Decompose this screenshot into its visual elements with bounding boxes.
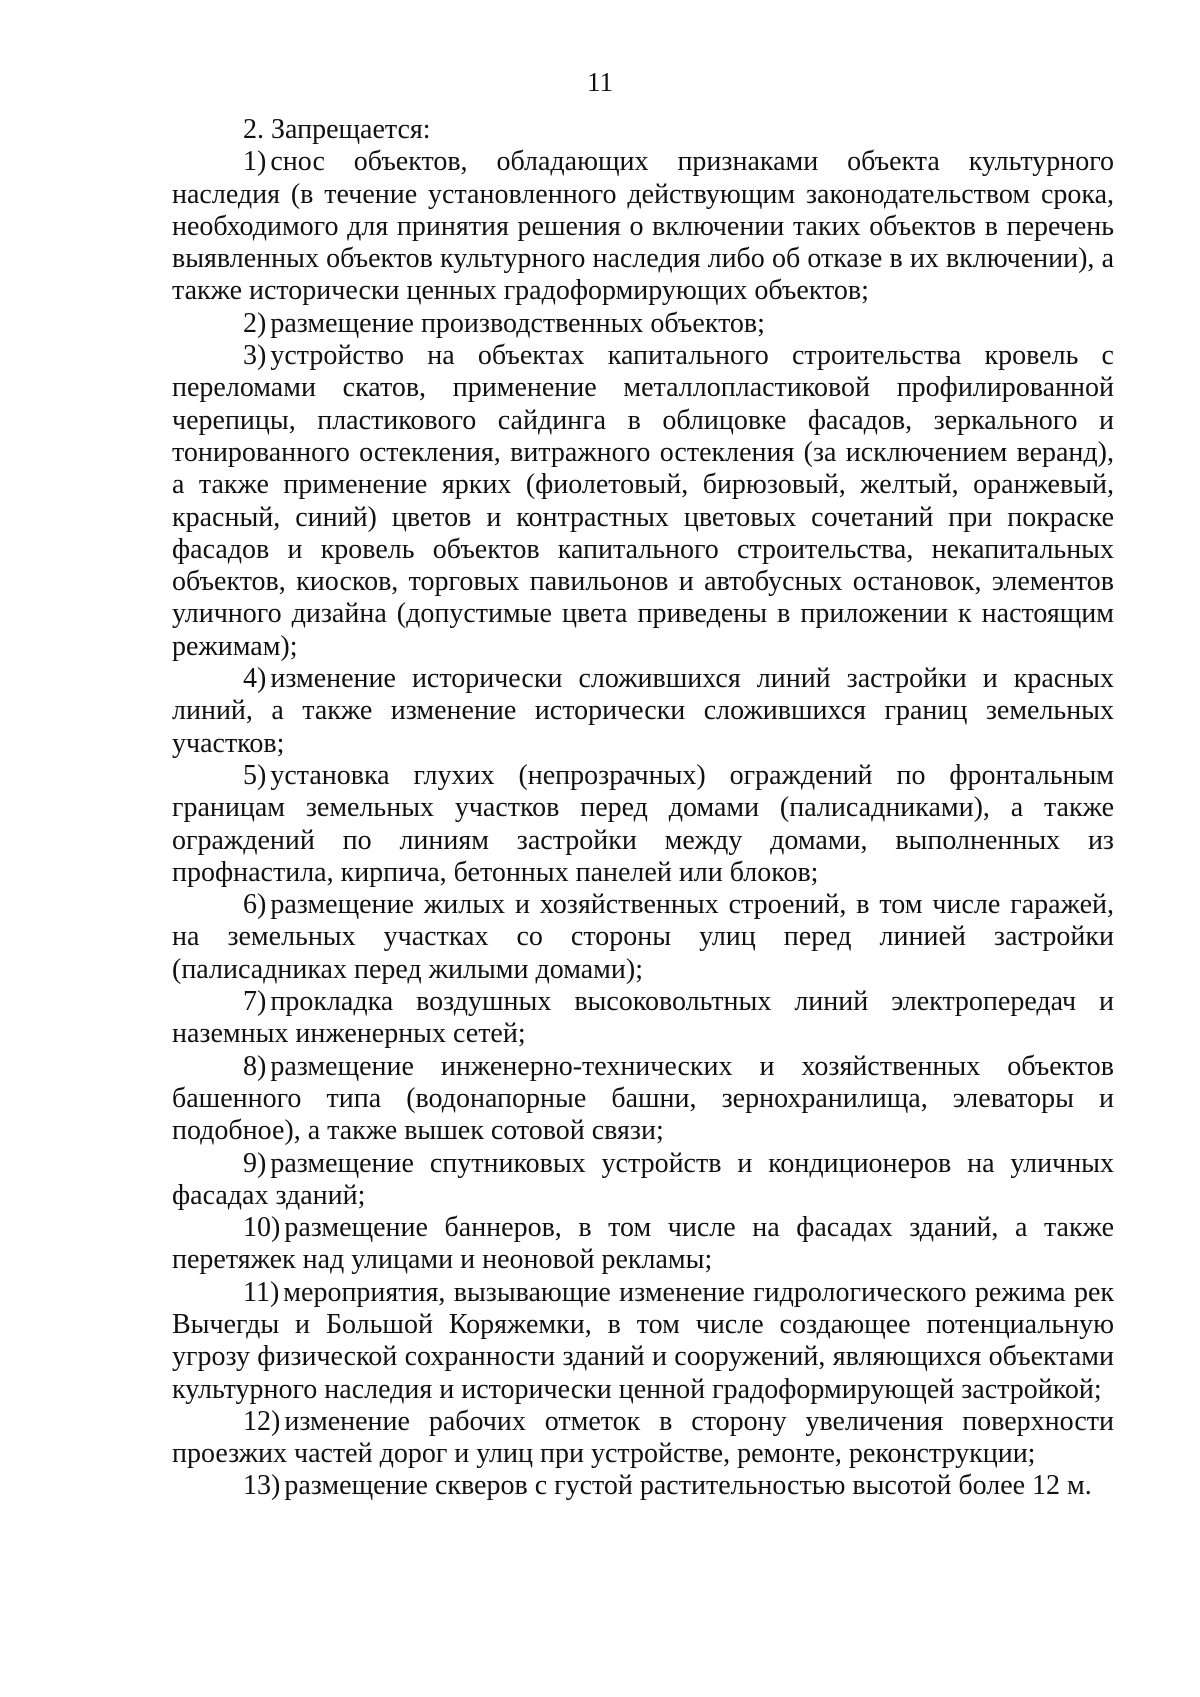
section-heading: 2. Запрещается: bbox=[243, 114, 431, 145]
list-item-number: 6) bbox=[243, 889, 267, 921]
list-item bbox=[172, 1212, 1114, 1277]
list-item bbox=[172, 1406, 1114, 1471]
list-item-text: изменение исторически сложившихся линий застройки и красных линий, а также изменение исторически сложившихся границ земельных участков; bbox=[172, 663, 1114, 759]
list-item-text: размещение скверов с густой растительностью высотой более 12 м. bbox=[284, 1470, 1092, 1502]
list-item bbox=[172, 1277, 1114, 1406]
list-item bbox=[172, 760, 1114, 889]
list-item-number: 11) bbox=[243, 1276, 280, 1308]
list-item bbox=[172, 340, 1114, 663]
list-item-number: 1) bbox=[243, 146, 267, 178]
list-item-number: 5) bbox=[243, 759, 267, 791]
list-item-number: 8) bbox=[243, 1050, 267, 1082]
list-item-text: размещение производственных объектов; bbox=[270, 307, 765, 339]
list-item bbox=[172, 146, 1114, 307]
list-item-number: 3) bbox=[243, 340, 267, 372]
page-number: 11 bbox=[587, 67, 613, 97]
list-item-number: 9) bbox=[243, 1147, 267, 1179]
list-item-number: 12) bbox=[243, 1405, 281, 1437]
list-item-text: мероприятия, вызывающие изменение гидрологического режима рек Вычегды и Большой Коряжемки, в том числе создающее потенциальную угрозу физической сохранности зданий и сооружений, являющихся объектами культурного наследия и исторически ценной градоформирующей застройкой; bbox=[172, 1276, 1114, 1405]
list-item-number: 2) bbox=[243, 307, 267, 339]
list-item bbox=[172, 1148, 1114, 1213]
list-item-text: установка глухих (непрозрачных) ограждений по фронтальным границам земельных участков перед домами (палисадниками), а также ограждений по линиям застройки между домами, выполненных из профнастила, кирпича, бетонных панелей или блоков; bbox=[172, 759, 1114, 888]
list-item-text: размещение спутниковых устройств и кондиционеров на уличных фасадах зданий; bbox=[172, 1147, 1114, 1211]
list-item bbox=[172, 1470, 1114, 1502]
list-item bbox=[172, 308, 1114, 340]
list-item-text: снос объектов, обладающих признаками объекта культурного наследия (в течение установленного действующим законодательством срока, необходимого для принятия решения о включении таких объектов в перечень выявленных объектов культурного наследия либо об отказе в их включении), а также исторически ценных градоформирующих объектов; bbox=[172, 146, 1114, 307]
list-item-number: 10) bbox=[243, 1212, 281, 1244]
list-item-text: устройство на объектах капитального строительства кровель с переломами скатов, применение металлопластиковой профилированной черепицы, пластикового сайдинга в облицовке фасадов, зеркального и тонированного остекления, витражного остекления (за исключением веранд), а также применение ярких (фиолетовый, бирюзовый, желтый, оранжевый, красный, синий) цветов и контрастных цветовых сочетаний при покраске фасадов и кровель объектов капитального строительства, некапитальных объектов, киосков, торговых павильонов и автобусных остановок, элементов уличного дизайна (допустимые цвета приведены в приложении к настоящим режимам); bbox=[172, 340, 1114, 662]
list-item bbox=[172, 889, 1114, 986]
list-item bbox=[172, 986, 1114, 1051]
list-item bbox=[172, 663, 1114, 760]
list-item-text: размещение баннеров, в том числе на фасадах зданий, а также перетяжек над улицами и неоновой рекламы; bbox=[172, 1212, 1114, 1276]
list-item-text: размещение инженерно-технических и хозяйственных объектов башенного типа (водонапорные башни, зернохранилища, элеваторы и подобное), а также вышек сотовой связи; bbox=[172, 1050, 1114, 1147]
list-item-text: изменение рабочих отметок в сторону увеличения поверхности проезжих частей дорог и улиц при устройстве, ремонте, реконструкции; bbox=[172, 1405, 1114, 1470]
list-item bbox=[172, 1051, 1114, 1148]
list-item-number: 7) bbox=[243, 986, 267, 1018]
document-body bbox=[172, 114, 1114, 1503]
list-item-text: размещение жилых и хозяйственных строений, в том числе гаражей, на земельных участках со стороны улиц перед линией застройки (палисадниках перед жилыми домами); bbox=[172, 889, 1114, 985]
list-item-number: 4) bbox=[243, 663, 267, 695]
list-item-number: 13) bbox=[243, 1470, 281, 1502]
list-item-text: прокладка воздушных высоковольтных линий электропередач и наземных инженерных сетей; bbox=[172, 986, 1114, 1050]
